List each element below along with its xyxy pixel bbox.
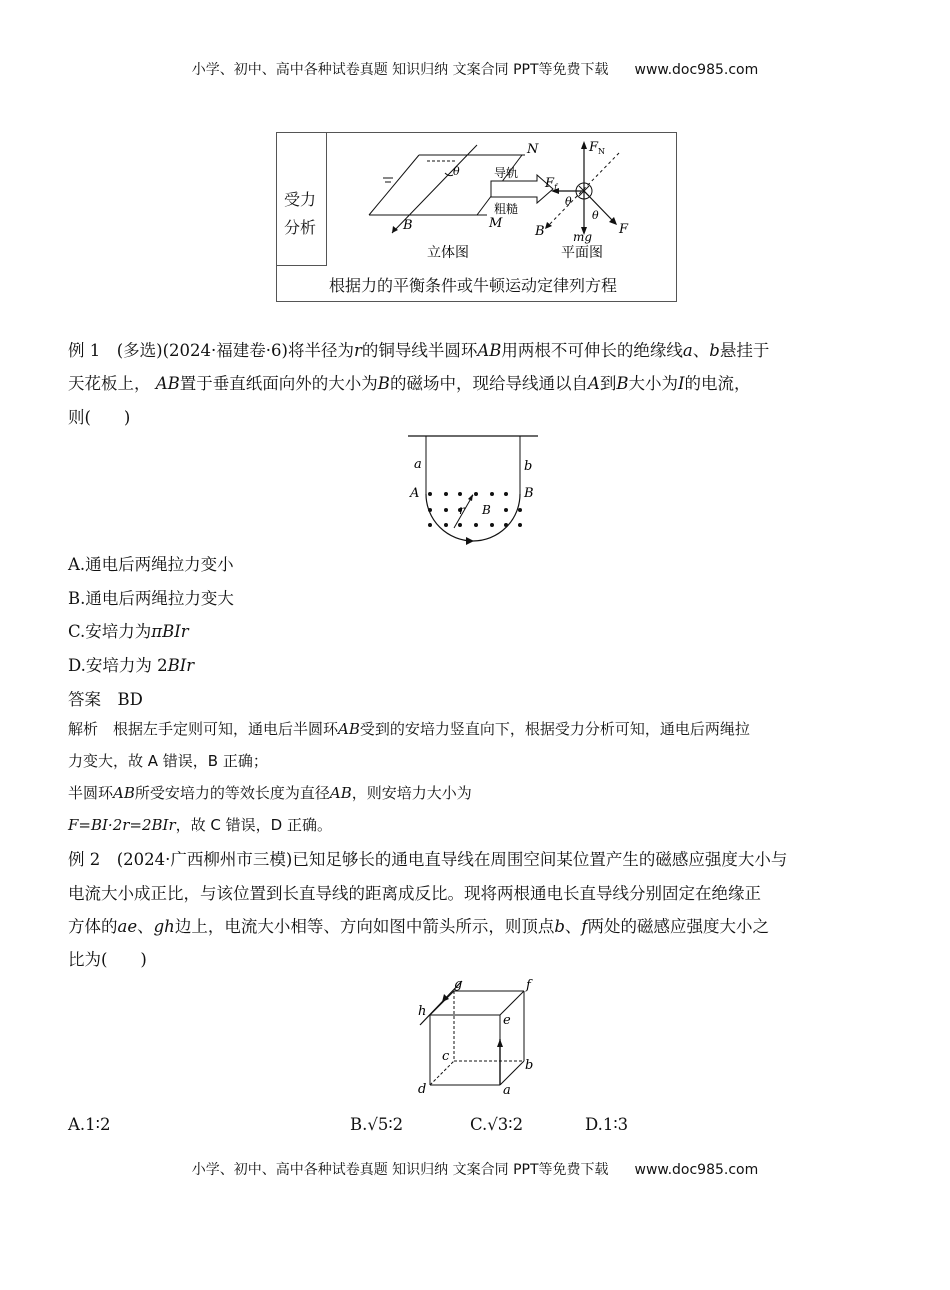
label-M: M [489,216,503,231]
force-analysis-table [276,132,677,302]
fig1-label-r: r [459,503,465,517]
vertex-f: f [526,978,531,993]
ex1-tag: 例 1 [68,341,101,360]
force-FN-arrow [581,141,587,149]
label-F: F [619,222,629,237]
field-dot [474,523,478,527]
label-line2: 分析 [284,218,317,237]
current-arrow [466,537,474,545]
field-dot [428,492,432,496]
page-header [0,59,950,79]
field-dot [458,523,462,527]
vertex-g: g [454,977,463,992]
label-theta-3d: θ [453,165,460,178]
fig1-label-b: b [524,459,533,474]
field-dot [444,508,448,512]
field-dot [504,492,508,496]
field-dot [458,492,462,496]
fig1-label-B: B [524,486,534,501]
ex2-line1: 例 2 (2024·广西柳州市三模)已知足够长的通电直导线在周围空间某位置产生的磁感应强度大小与 [68,850,788,869]
half-ring [426,494,520,541]
label-line1: 受力 [284,190,317,209]
label-FN: $F_N$ [589,140,606,156]
ex1-analysis-line4: F=BI·2r=2BIr，故 C 错误，D 正确。 [68,816,332,834]
ex2-option-d: D.1∶3 [585,1115,629,1134]
ex2-cube-figure [414,977,544,1097]
arrow-text-2: 粗糙 [494,202,519,216]
footer-text: 小学、初中、高中各种试卷真题 知识归纳 文案合同 PPT等免费下载 [191,1162,609,1178]
field-dot [504,523,508,527]
ex2-line4: 比为( ) [68,950,147,969]
fig1-label-a: a [414,457,422,472]
edge-dc [430,1061,454,1085]
ex1-analysis-line1: 解析 根据左手定则可知，通电后半圆环AB受到的安培力竖直向下，根据受力分析可知，通电后两绳拉 [68,720,750,738]
ex2-line3: 方体的ae、gh边上，电流大小相等、方向如图中箭头所示，则顶点b、f两处的磁感应强度大小之 [68,917,769,936]
ex1-line2: 天花板上， AB置于垂直纸面向外的大小为B的磁场中，现给导线通以自A到B大小为I的电流， [68,374,751,393]
label-B-3d: B [403,218,413,233]
ex2-option-b: B.√5∶2 [350,1115,404,1134]
label-mg: mg [573,230,593,244]
ex1-analysis-line2: 力变大，故 A 错误，B 正确； [68,752,268,770]
field-dot [490,523,494,527]
edge-ab [500,1061,524,1085]
label-Ff: $F_f$ [545,176,557,192]
field-dot [444,523,448,527]
ex1-option-d: D.安培力为 2BIr [68,656,195,675]
vertex-e: e [503,1013,511,1028]
fig1-label-center-B: B [482,503,491,517]
vertex-b: b [525,1058,534,1073]
label-B-plane: B [535,224,545,239]
field-dots [428,492,522,527]
wire-ae-arrow [497,1039,503,1047]
label-theta-plane-1: θ [565,195,572,208]
footer-site: www.doc985.com [634,1162,759,1178]
force-diagram [327,133,677,265]
label-theta-plane-2: θ [592,209,599,222]
label-N: N [527,142,539,157]
header-text: 小学、初中、高中各种试卷真题 知识归纳 文案合同 PPT等免费下载 [191,62,609,78]
ex1-option-b: B.通电后两绳拉力变大 [68,589,234,608]
table-label-cell [277,133,327,266]
rail-left [369,155,419,215]
vertex-a: a [503,1083,511,1098]
ex2-option-a: A.1∶2 [68,1115,111,1134]
answer-label: 答案 [68,690,101,709]
fig1-label-A: A [410,486,420,501]
field-dot [474,492,478,496]
analysis-label: 解析 [68,720,99,738]
ex2-option-c: C.√3∶2 [470,1115,524,1134]
radius-arrow [468,494,473,501]
ex1-option-a: A.通电后两绳拉力变小 [68,555,234,574]
ex2-line2: 电流大小成正比，与该位置到长直导线的距离成反比。现将两根通电长直导线分别固定在绝缘正 [68,884,761,903]
header-site: www.doc985.com [634,62,759,78]
caption-3d: 立体图 [427,245,469,261]
field-dot [504,508,508,512]
field-dot [518,523,522,527]
ex1-option-c: C.安培力为πBIr [68,622,189,641]
field-dot [444,492,448,496]
table-bottom-row [277,265,676,301]
page-footer [0,1159,950,1179]
vertex-d: d [418,1082,427,1097]
ex1-line1: 例 1 (多选)(2024·福建卷·6)将半径为r的铜导线半圆环AB用两根不可伸长的绝缘线a、b悬挂于 [68,341,770,360]
field-dot [428,508,432,512]
edge-ef [500,991,524,1015]
ex1-analysis-line3: 半圆环AB所受安培力的等效长度为直径AB，则安培力大小为 [68,784,472,802]
field-dot [428,523,432,527]
ex2-tag: 例 2 [68,850,101,869]
field-dot [490,492,494,496]
answer-value: BD [117,690,143,709]
ex1-line3: 则( ) [68,408,131,427]
vertex-h: h [418,1004,427,1019]
ex1-answer [68,686,143,710]
field-dot [518,508,522,512]
table-bottom-text: 根据力的平衡条件或牛顿运动定律列方程 [329,276,618,295]
arrow-text-1: 导轨 [494,166,519,180]
caption-plane: 平面图 [561,245,603,261]
vertex-c: c [442,1049,450,1064]
ex1-figure [406,432,546,542]
